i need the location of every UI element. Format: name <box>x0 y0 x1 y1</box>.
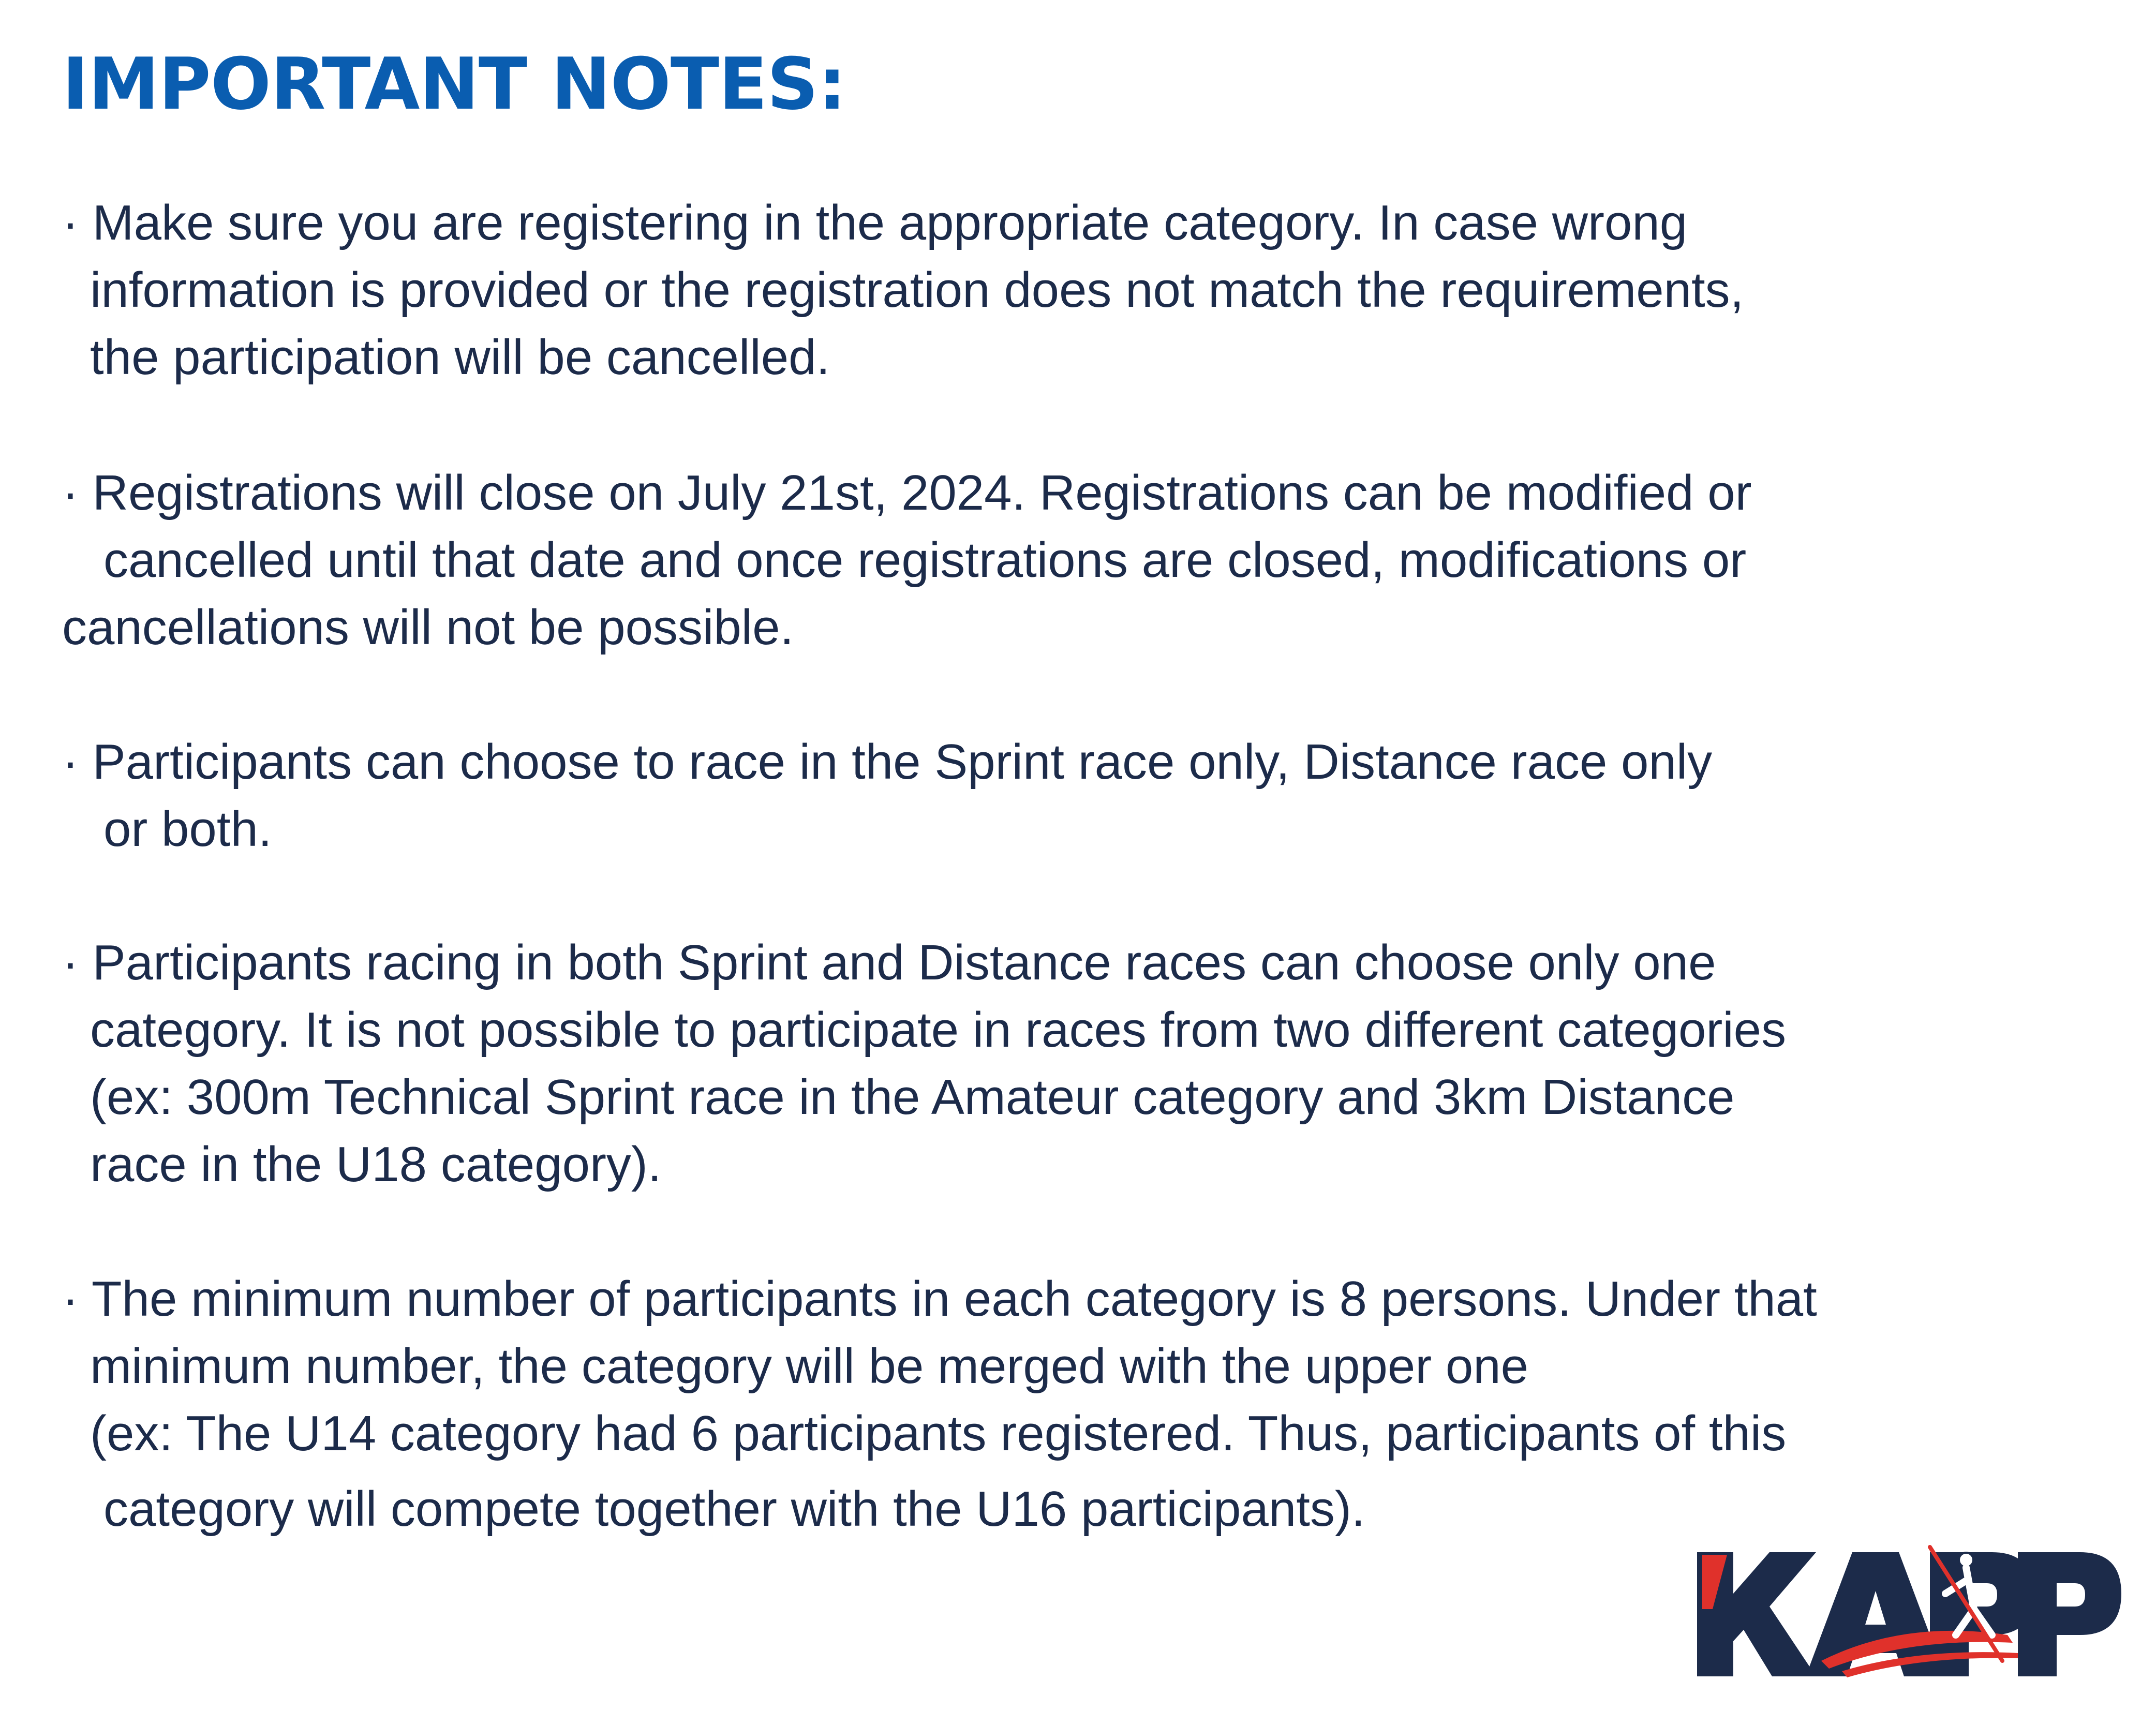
note-line: (ex: 300m Technical Sprint race in the Amateur category and 3km Distance <box>90 1069 1735 1125</box>
note-line: or both. <box>103 801 272 857</box>
note-line: cancellations will not be possible. <box>62 600 794 655</box>
page-title: IMPORTANT NOTES: <box>62 42 846 126</box>
note-line: race in the U18 category). <box>90 1137 662 1192</box>
note-line: the participation will be cancelled. <box>90 330 830 385</box>
note-line: (ex: The U14 category had 6 participants registered. Thus, participants of this <box>90 1406 1787 1461</box>
note-line: · Make sure you are registering in the appropriate category. In case wrong <box>62 195 1688 250</box>
note-line: information is provided or the registration does not match the requirements, <box>90 262 1744 318</box>
note-line: · Participants can choose to race in the Sprint race only, Distance race only <box>62 734 1713 790</box>
note-line: · The minimum number of participants in each category is 8 persons. Under that <box>62 1271 1817 1327</box>
note-line: · Participants racing in both Sprint and Distance races can choose only one <box>62 935 1716 990</box>
note-line: cancelled until that date and once registrations are closed, modifications or <box>103 532 1747 588</box>
note-line: · Registrations will close on July 21st, 2024. Registrations can be modified or <box>62 465 1752 521</box>
note-line: minimum number, the category will be merged with the upper one <box>90 1339 1529 1394</box>
kapp-logo <box>1687 1531 2132 1687</box>
note-line: category. It is not possible to participate in races from two different categories <box>90 1002 1787 1058</box>
note-line: category will compete together with the U16 participants). <box>103 1481 1365 1537</box>
